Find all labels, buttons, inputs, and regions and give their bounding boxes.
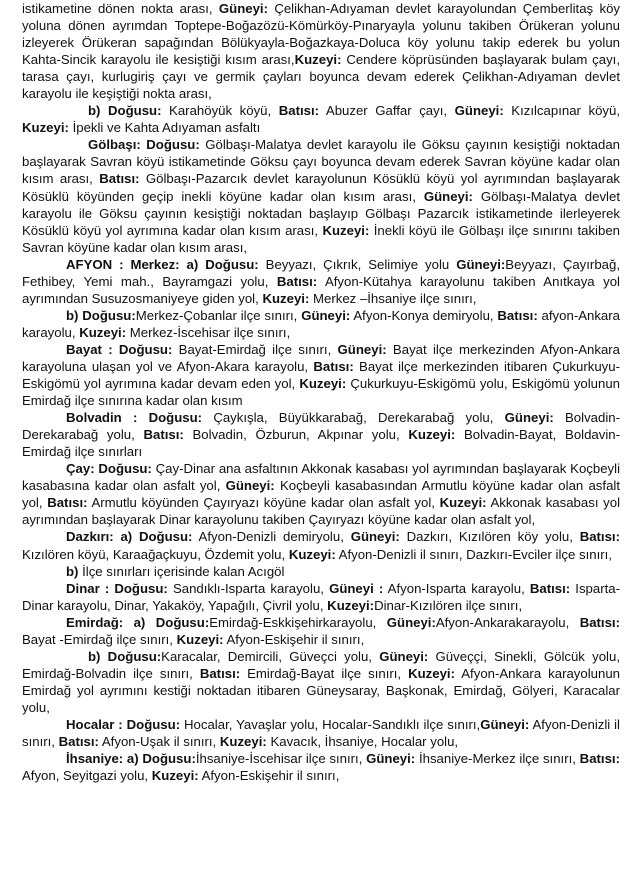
- bold-label: Batısı:: [278, 103, 320, 119]
- text-segment: Karacalar, Demircili, Güveçci yolu,: [161, 648, 380, 664]
- text-segment: Afyon-Denizli il sınırı, Dazkırı-Evciler ilçe sınırı,: [335, 546, 612, 562]
- paragraph-afyon-merkez-b: [22, 307, 620, 341]
- text-segment: Çelikhan-Adıyaman devlet karayolundan Çemberlitaş köy yoluna dönen ayrımdan Toptepe-Boğazözü-Kömürköy-Pınaryayla yolunu takiben Örükeran yolunu izleyerek Örükeran sapağından Bölükyayla-Boğazkaya-Doluca köy yolunu takip ederek bu yolun Kahta-Sincik karayolu ile kesiştiği kısım arası,: [22, 1, 620, 68]
- text-segment: Kavacık, İhsaniye, Hocalar yolu,: [266, 734, 459, 750]
- bold-label: Batısı:: [529, 580, 571, 596]
- bold-label: b) Doğusu:: [88, 648, 162, 664]
- text-segment: afyon-Ankara karayolu,: [22, 307, 620, 340]
- text-segment: Afyon-Ankarakarayolu,: [435, 614, 580, 630]
- bold-label: Güneyi:: [350, 529, 400, 545]
- paragraph-bayat: [22, 341, 620, 409]
- bold-label: Batısı:: [497, 307, 538, 323]
- bold-label: Güneyi:: [379, 648, 429, 664]
- bold-label: Güneyi:: [225, 478, 275, 494]
- text-segment: Beyyazı, Çayırbağ, Fethibey, Yemi mah., Bayramgazi yolu,: [22, 256, 620, 289]
- bold-label: b) Doğusu:: [88, 103, 162, 119]
- bold-label: Güneyi:: [456, 256, 506, 272]
- text-segment: Çaykışla, Büyükkarabağ, Derekarabağ yolu,: [202, 410, 505, 426]
- text-segment: Dinar-Kızılören ilçe sınırı,: [374, 597, 523, 613]
- text-segment: Koçbeyli kasabasından Armutlu köyüne kadar olan asfalt yol,: [22, 478, 620, 511]
- paragraph-dazkiri-b: [22, 563, 620, 580]
- text-segment: Afyon-Ankara karayolunun Emirdağ yol ayrımını kestiği noktadan itibaren Güneysaray, Başkonak, Emirdağ, Gölyeri, Karacalar yolu,: [22, 665, 620, 715]
- bold-label: Batısı:: [58, 734, 99, 750]
- bold-label: Kuzeyi:: [327, 597, 375, 613]
- bold-label: Batısı:: [579, 529, 620, 545]
- paragraph-golbasi: [22, 136, 620, 255]
- bold-label: Kuzeyi:: [22, 120, 69, 136]
- text-segment: İhsaniye-Merkez ilçe sınırı,: [415, 751, 580, 767]
- text-segment: Karahöyük köyü,: [161, 103, 279, 119]
- bold-label: Kuzeyi:: [262, 290, 310, 306]
- bold-label: Güneyi:: [423, 188, 473, 204]
- paragraph-cay: [22, 460, 620, 528]
- bold-label: Batısı:: [579, 751, 620, 767]
- bold-label: Dinar : Doğusu:: [66, 580, 168, 596]
- text-segment: Merkez –İhsaniye ilçe sınırı,: [309, 290, 477, 306]
- paragraph-dinar: [22, 580, 620, 614]
- paragraph-bolvadin: [22, 409, 620, 460]
- bold-label: Güneyi:: [454, 103, 504, 119]
- bold-label: Kuzeyi:: [439, 495, 487, 511]
- text-segment: İlçe sınırları içerisinde kalan Acıgöl: [78, 563, 285, 579]
- bold-label: b): [66, 563, 79, 579]
- text-segment: Sandıklı-Isparta karayolu,: [167, 580, 330, 596]
- text-segment: Akkonak kasabası yol ayrımından başlayarak Dinar karayolunu takiben Çayıryazı köyüne kadar olan asfalt yol,: [22, 495, 621, 528]
- text-segment: İhsaniye-İscehisar ilçe sınırı,: [195, 751, 367, 767]
- bold-label: Kuzeyi:: [408, 427, 456, 443]
- bold-label: Güneyi:: [218, 1, 268, 16]
- bold-label: Bayat : Doğusu:: [66, 341, 173, 357]
- bold-label: Batısı:: [47, 495, 88, 511]
- text-segment: Çukurkuyu-Eskigömü yolu, Eskigömü yolunun Emirdağ ilçe sınırına kadar olan kısım: [22, 376, 621, 409]
- text-segment: istikametine dönen nokta arası,: [22, 1, 219, 16]
- text-segment: Bayat-Emirdağ ilçe sınırı,: [172, 341, 338, 357]
- bold-label: AFYON : Merkez: a) Doğusu:: [66, 256, 259, 272]
- text-segment: Kızılören köyü, Karaağaçkuyu, Özdemit yolu,: [22, 546, 289, 562]
- text-segment: Emirdağ-Bayat ilçe sınırı,: [240, 665, 409, 681]
- text-segment: Bolvadin-Derekarabağ yolu,: [22, 410, 620, 443]
- text-segment: Cendere köprüsünden başlayarak bulam çayı, tarasa çayı, kurlugiriş çayı ve germik çayları boyunca devam ederek Çelikhan-Adıyaman devlet karayolu ile keşiştiği nokta arası,: [22, 52, 621, 102]
- text-segment: Gölbaşı-Malatya devlet karayolu ile Göksu çayının kesiştiği noktadan başlayıp Gölbaşı Pazarcık istikametinde ilerleyerek Kösüklü köyü yol ayrımına kadar olan kısım arası,: [22, 188, 620, 238]
- bold-label: Emirdağ: a) Doğusu:: [66, 614, 210, 630]
- bold-label: Kuzeyi:: [322, 222, 370, 238]
- text-segment: Beyyazı, Çıkrık, Selimiye yolu: [258, 256, 457, 272]
- bold-label: Çay: Doğusu:: [66, 461, 152, 477]
- bold-label: Kuzeyi:: [408, 665, 455, 681]
- text-segment: Gölbaşı-Pazarcık devlet karayolunun Kösüklü köyü yol ayrımından başlayarak Kösüklü köyünden geçip inekli köyüne kadar olan kısım arası,: [22, 171, 620, 204]
- bold-label: Hocalar : Doğusu:: [66, 716, 181, 732]
- bold-label: b) Doğusu:: [66, 307, 136, 323]
- text-segment: Afyon, Seyitgazi yolu,: [22, 768, 152, 784]
- text-segment: Kızılcapınar köyü,: [503, 103, 620, 119]
- text-segment: Çay-Dinar ana asfaltının Akkonak kasabası yol ayrımından başlayarak Koçbeyli kasabasına kadar olan asfalt yol,: [22, 461, 621, 494]
- paragraph-adiyaman-kahta-a-continued: [22, 0, 620, 102]
- text-segment: Gölbaşı-Malatya devlet karayolu ile Göksu çayının kesiştiği noktadan başlayarak Savran köyü istikametinde Göksu çayı boyunca devam ederek Savran köyüne kadar olan kısım arası,: [22, 137, 620, 187]
- text-segment: Armutlu köyünden Çayıryazı köyüne kadar olan asfalt yol,: [87, 495, 440, 511]
- text-segment: Afyon-Konya demiryolu,: [350, 307, 498, 323]
- paragraph-hocalar: [22, 716, 620, 750]
- bold-label: Kuzeyi:: [219, 734, 267, 750]
- bold-label: Kuzeyi:: [299, 376, 347, 392]
- bold-label: Kuzeyi:: [79, 324, 127, 340]
- text-segment: Abuzer Gaffar çayı,: [319, 103, 455, 119]
- paragraph-afyon-merkez-a: [22, 256, 620, 307]
- bold-label: Kuzeyi:: [294, 52, 342, 68]
- text-segment: İnekli köyü ile Gölbaşı ilçe sınırını takiben Savran köyüne kadar olan kısım arası,: [22, 222, 620, 255]
- bold-label: Batısı:: [199, 665, 241, 681]
- text-segment: Bayat ilçe merkezinden Afyon-Ankara karayoluna ulaşan yol ve Afyon-Akara karayolu,: [22, 341, 621, 374]
- paragraph-emirdag-a: [22, 614, 620, 648]
- text-segment: Hocalar, Yavaşlar yolu, Hocalar-Sandıklı ilçe sınırı,: [180, 716, 481, 732]
- text-segment: Afyon-Denizli demiryolu,: [192, 529, 351, 545]
- text-segment: Merkez-İscehisar ilçe sınırı,: [126, 324, 291, 340]
- bold-label: Güneyi :: [329, 580, 384, 596]
- bold-label: Kuzeyi:: [176, 631, 224, 647]
- bold-label: Güneyi:: [504, 410, 554, 426]
- text-segment: Emirdağ-Eskkişehirkarayolu,: [209, 614, 387, 630]
- bold-label: Dazkırı: a) Doğusu:: [66, 529, 193, 545]
- bold-label: Güneyi:: [480, 716, 530, 732]
- bold-label: Batısı:: [579, 614, 620, 630]
- paragraph-adiyaman-kahta-b: [22, 102, 620, 136]
- text-segment: Güveççi, Sinekli, Gölcük yolu, Emirdağ-Bolvadin ilçe sınırı,: [22, 648, 620, 681]
- paragraph-dazkiri-a: [22, 528, 620, 562]
- paragraph-ihsaniye-a: [22, 750, 620, 784]
- bold-label: Bolvadin : Doğusu:: [66, 410, 203, 426]
- text-segment: Afyon-Uşak il sınırı,: [98, 734, 220, 750]
- text-segment: Afyon-Kütahya karayolunu takiben Anıtkaya yol ayrımından Susuzosmaniyeye giden yol,: [22, 273, 620, 306]
- bold-label: Kuzeyi:: [288, 546, 336, 562]
- bold-label: Güneyi:: [386, 614, 436, 630]
- bold-label: Batısı:: [313, 358, 354, 374]
- bold-label: Güneyi:: [301, 307, 351, 323]
- bold-label: Batısı:: [99, 171, 140, 187]
- text-segment: Bolvadin-Bayat, Boldavin-Emirdağ ilçe sınırları: [22, 427, 620, 460]
- bold-label: Gölbaşı: Doğusu:: [88, 137, 200, 153]
- bold-label: Batısı:: [276, 273, 318, 289]
- bold-label: Güneyi:: [366, 751, 416, 767]
- text-segment: Afyon-Isparta karayolu,: [383, 580, 530, 596]
- bold-label: Batısı:: [143, 427, 184, 443]
- paragraph-emirdag-b: [22, 648, 620, 716]
- text-segment: Dazkırı, Kızılören köy yolu,: [399, 529, 580, 545]
- text-segment: Merkez-Çobanlar ilçe sınırı,: [135, 307, 302, 323]
- bold-label: İhsaniye: a) Doğusu:: [66, 751, 196, 767]
- text-segment: Bolvadin, Özburun, Akpınar yolu,: [183, 427, 409, 443]
- text-segment: Afyon-Denizli il sınırı,: [22, 716, 620, 750]
- text-segment: Bayat ilçe merkezinden itibaren Çukurkuyu-Eskigömü yol ayrımına kadar devam eden yol,: [22, 358, 620, 392]
- text-segment: Afyon-Eskişehir il sınırı,: [223, 631, 365, 647]
- text-segment: Isparta-Dinar karayolu, Dinar, Yakaköy, Yapağılı, Çivril yolu,: [22, 580, 621, 613]
- text-segment: Bayat -Emirdağ ilçe sınırı,: [22, 631, 177, 647]
- bold-label: Kuzeyi:: [151, 768, 199, 784]
- text-segment: Afyon-Eskişehir il sınırı,: [198, 768, 340, 784]
- text-segment: İpekli ve Kahta Adıyaman asfaltı: [68, 120, 261, 136]
- bold-label: Güneyi:: [337, 341, 387, 357]
